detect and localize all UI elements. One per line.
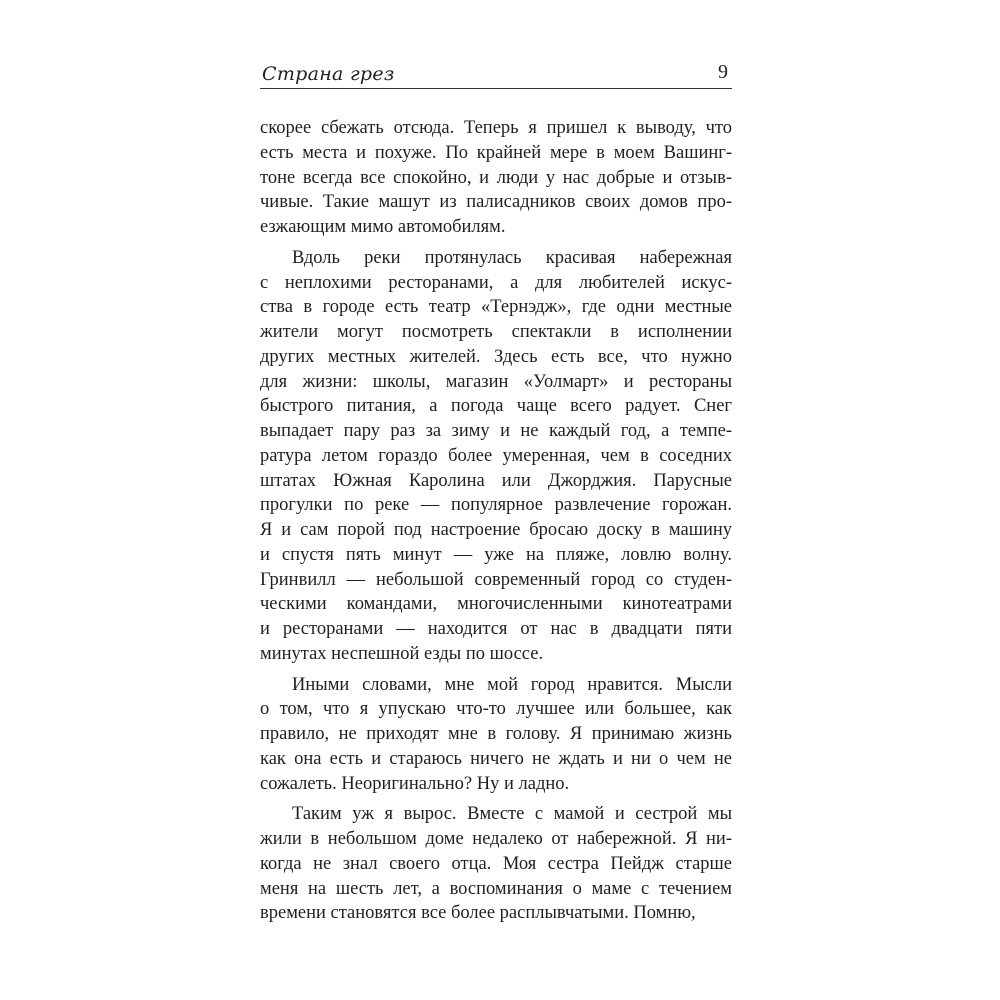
text-line: езжающим мимо автомобилям. bbox=[260, 217, 506, 237]
text-line: Иными словами, мне мой город нравится. Мысли bbox=[292, 674, 732, 695]
body-text bbox=[260, 116, 732, 932]
text-line: для жизни: школы, магазин «Уолмарт» и рестораны bbox=[260, 371, 732, 392]
running-title: Страна грез bbox=[262, 63, 395, 85]
text-line: жили в небольшом доме недалеко от набережной. Я ни- bbox=[260, 829, 732, 849]
text-line: с неплохими ресторанами, а для любителей искус- bbox=[260, 272, 732, 293]
text-line: тоне всегда все спокойно, и люди у нас добрые и отзыв- bbox=[260, 167, 732, 188]
text-line: ратура летом гораздо более умеренная, чем в соседних bbox=[260, 445, 732, 466]
page-header bbox=[260, 56, 732, 89]
text-line: Я и сам порой под настроение бросаю доску в машину bbox=[260, 520, 732, 540]
text-line: чивые. Такие машут из палисадников своих домов про- bbox=[260, 192, 732, 213]
text-line: других местных жителей. Здесь есть все, что нужно bbox=[260, 346, 732, 367]
text-line: и спустя пять минут — уже на пляже, ловлю волну. bbox=[260, 544, 732, 565]
text-line: есть места и похуже. По крайней мере в моем Вашинг- bbox=[260, 142, 732, 163]
text-line: Вдоль реки протянулась красивая набережная bbox=[292, 247, 732, 268]
page-number: 9 bbox=[718, 61, 728, 83]
paragraph bbox=[260, 802, 732, 926]
text-line: выпадает пару раз за зиму и не каждый год, а темпе- bbox=[260, 421, 732, 441]
text-line: Таким уж я вырос. Вместе с мамой и сестрой мы bbox=[292, 804, 732, 825]
text-line: прогулки по реке — популярное развлечение горожан. bbox=[260, 495, 732, 516]
text-line: жители могут посмотреть спектакли в исполнении bbox=[260, 322, 732, 342]
text-line: и ресторанами — находится от нас в двадцати пяти bbox=[260, 619, 732, 639]
text-line: сожалеть. Неоригинально? Ну и ладно. bbox=[260, 773, 570, 794]
text-line: о том, что я упускаю что-то лучшее или большее, как bbox=[260, 699, 732, 720]
paragraph bbox=[260, 246, 732, 667]
paragraph bbox=[260, 116, 732, 240]
text-line: Гринвилл — небольшой современный город со студен- bbox=[260, 569, 732, 590]
text-line: ства в городе есть театр «Тернэдж», где одни местные bbox=[260, 297, 732, 318]
text-line: времени становятся все более расплывчатыми. Помню, bbox=[260, 903, 696, 924]
text-line: быстрого питания, а погода чаще всего радует. Снег bbox=[260, 396, 732, 417]
text-line: скорее сбежать отсюда. Теперь я пришел к выводу, что bbox=[260, 118, 732, 138]
text-line: ческими командами, многочисленными кинотеатрами bbox=[260, 594, 732, 615]
text-line: когда не знал своего отца. Моя сестра Пейдж старше bbox=[260, 853, 732, 874]
text-line: меня на шесть лет, а воспоминания о маме с течением bbox=[260, 878, 732, 899]
text-line: как она есть и стараюсь ничего не ждать и ни о чем не bbox=[260, 748, 732, 769]
text-line: минутах неспешной езды по шоссе. bbox=[260, 643, 544, 664]
paragraph bbox=[260, 673, 732, 797]
text-line: штатах Южная Каролина или Джорджия. Парусные bbox=[260, 470, 732, 491]
text-line: правило, не приходят мне в голову. Я принимаю жизнь bbox=[260, 724, 732, 744]
